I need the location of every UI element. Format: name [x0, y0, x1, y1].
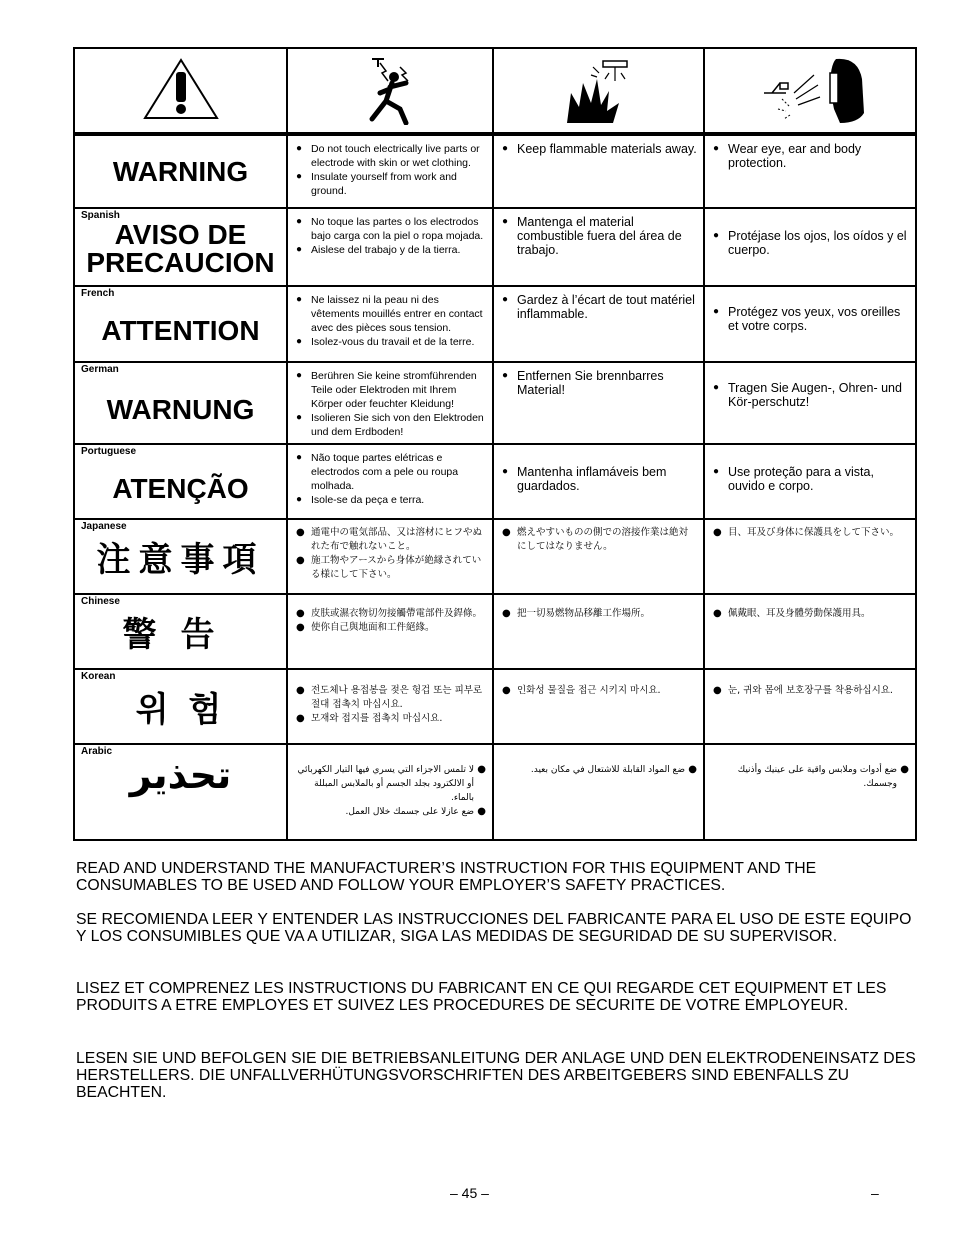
shock-cell [287, 744, 493, 840]
row-title [75, 221, 286, 277]
protection-cell [704, 286, 916, 362]
bullet: ● Keep flammable materials away. [502, 142, 697, 156]
title-cell [74, 519, 287, 594]
instruction-spanish: SE RECOMIENDA LEER Y ENTENDER LAS INSTRUCCIONES DEL FABRICANTE PARA EL USO DE ESTE EQUIPO Y LOS CONSUMIBLES QUE VA A UTILIZAR, SIGA LAS MEDIDAS DE SEGURIDAD DE SU SUPERVISOR. [76, 911, 912, 945]
instruction-german: LESEN SIE UND BEFOLGEN SIE DIE BETRIEBSANLEITUNG DER ANLAGE UND DEN ELEKTRODENEINSATZ DES HERSTELLERS. DIE UNFALLVERHÜTUNGSVORSCHRIFTEN DES ARBEITGEBERS SIND EBENFALLS ZU BEACHTEN. [76, 1050, 916, 1101]
row-title: 注意事項 [96, 540, 265, 580]
shock-cell [287, 519, 493, 594]
fire-cell [493, 362, 704, 444]
title-cell [74, 134, 287, 208]
bullet: ● 通電中の電気部品、又は溶材にヒフやぬれた布で触れないこと。 [296, 526, 486, 554]
fire-explosion-cell [493, 48, 704, 134]
row-title: 위 험 [135, 690, 226, 730]
shock-cell [287, 208, 493, 286]
bullet: ● ضع المواد القابلة للاشتعال في مكان بعيد. [502, 763, 697, 777]
bullet: ● Protégez vos yeux, vos oreilles et votre corps. [713, 305, 909, 333]
bullet: ● ضع أدوات وملابس واقية على عينيك وأذنيك وجسمك. [713, 763, 909, 791]
language-label: Arabic [81, 746, 113, 757]
bullet: ● ضع عازلا على جسمك خلال العمل. [296, 805, 486, 819]
bullet: ● 施工物やアースから身体が絶縁されている様にして下さい。 [296, 554, 486, 582]
fire-cell [493, 519, 704, 594]
bullet: ● Use proteção para a vista, ouvido e corpo. [713, 465, 909, 493]
row-title: ATTENTION [101, 315, 260, 346]
bullet: ● 인화성 물질을 접근 시키지 마시요. [502, 684, 697, 698]
row-title: WARNUNG [106, 394, 255, 425]
bullet: ● 使你自己與地面和工件絕緣。 [296, 621, 486, 635]
bullet: ● Do not touch electrically live parts or electrode with skin or wet clothing. [296, 142, 486, 170]
row-title: ATENÇÃO [112, 472, 249, 504]
row-title: تحذير [129, 753, 232, 797]
shock-cell [287, 594, 493, 669]
fire-cell [493, 208, 704, 286]
warning-triangle-icon [141, 56, 221, 122]
bullet: ● Mantenha inflamáveis bem guardados. [502, 465, 697, 493]
instruction-english: READ AND UNDERSTAND THE MANUFACTURER’S INSTRUCTION FOR THIS EQUIPMENT AND THE CONSUMABLES TO BE USED AND FOLLOW YOUR EMPLOYER’S SAFETY PRACTICES. [76, 860, 817, 894]
footer-dash: – [871, 1185, 879, 1201]
shock-cell [287, 134, 493, 208]
fire-cell [493, 744, 704, 840]
bullet: ● لا تلمس الاجزاء التي يسري فيها التيار الكهربائي أو الالكترود بجلد الجسم أو بالملابس المبللة بالماء. [296, 763, 486, 805]
protection-cell [704, 519, 916, 594]
title-line: AVISO DE [114, 219, 247, 250]
protection-cell [704, 744, 916, 840]
bullet: ● 눈, 귀와 몸에 보호장구를 착용하십시요. [713, 684, 909, 698]
row-title: WARNING [112, 155, 249, 187]
warning-triangle-cell [74, 48, 287, 134]
fire-cell [493, 134, 704, 208]
bullet: ● 目、耳及び身体に保護具をして下さい。 [713, 526, 909, 540]
bullet: ● Isole-se da peça e terra. [296, 493, 486, 507]
title-cell [74, 208, 287, 286]
warning-table [73, 47, 917, 841]
bullet: ● Wear eye, ear and body protection. [713, 142, 909, 170]
bullet: ● Insulate yourself from work and ground. [296, 170, 486, 198]
language-label: Korean [81, 671, 116, 682]
row-title: 警告 [122, 615, 239, 655]
shock-cell [287, 286, 493, 362]
row-chinese [74, 594, 916, 669]
bullet: ● Tragen Sie Augen-, Ohren- und Kör-perschutz! [713, 381, 909, 409]
bullet: ● No toque las partes o los electrodos bajo carga con la piel o ropa mojada. [296, 215, 486, 243]
row-english [74, 134, 916, 208]
title-line: PRECAUCION [86, 247, 275, 278]
bullet: ● 佩戴眼、耳及身體勞動保護用具。 [713, 607, 909, 621]
row-portuguese [74, 444, 916, 519]
row-korean [74, 669, 916, 744]
title-cell [74, 362, 287, 444]
bullet: ● Mantenga el material combustible fuera del área de trabajo. [502, 215, 697, 257]
language-label: German [81, 364, 119, 375]
protection-cell [704, 134, 916, 208]
bullet: ● Ne laissez ni la peau ni des vêtements mouillés entrer en contact avec des pièces sous tension. [296, 293, 486, 335]
fire-cell [493, 444, 704, 519]
electric-shock-cell [287, 48, 493, 134]
icon-row [74, 48, 916, 134]
bullet: ● Isolieren Sie sich von den Elektroden und dem Erdboden! [296, 411, 486, 439]
language-label: French [81, 288, 115, 299]
bullet: ● Não toque partes elétricas e electrodos com a pele ou roupa molhada. [296, 451, 486, 493]
bullet: ● Isolez-vous du travail et de la terre. [296, 335, 486, 349]
protection-cell [704, 444, 916, 519]
protection-cell [704, 669, 916, 744]
row-spanish [74, 208, 916, 286]
title-cell [74, 669, 287, 744]
row-japanese [74, 519, 916, 594]
bullet: ● 皮肤或濕衣物切勿接觸帶電部件及銲條。 [296, 607, 486, 621]
language-label: Japanese [81, 521, 127, 532]
bullet: ● 把一切易燃物品移離工作場所。 [502, 607, 697, 621]
protection-cell [704, 594, 916, 669]
welding-helmet-cell [704, 48, 916, 134]
protection-cell [704, 208, 916, 286]
bullet: ● 전도체나 용접봉을 젖은 헝겁 또는 피부로 절대 접촉치 마십시요. [296, 684, 486, 712]
electric-shock-icon [350, 53, 430, 125]
row-french [74, 286, 916, 362]
bullet: ● Aislese del trabajo y de la tierra. [296, 243, 486, 257]
protection-cell [704, 362, 916, 444]
title-cell [74, 444, 287, 519]
shock-cell [287, 669, 493, 744]
page-number: – 45 – [450, 1185, 489, 1201]
shock-cell [287, 362, 493, 444]
bullet: ● Protéjase los ojos, los oídos y el cuerpo. [713, 229, 909, 257]
language-label: Chinese [81, 596, 120, 607]
bullet: ● Entfernen Sie brennbarres Material! [502, 369, 697, 397]
fire-explosion-icon [557, 53, 641, 125]
welding-helmet-icon [750, 53, 870, 125]
language-label: Portuguese [81, 446, 137, 457]
title-cell [74, 744, 287, 840]
row-german [74, 362, 916, 444]
bullet: ● Berühren Sie keine stromführenden Teile oder Elektroden mit Ihrem Körper oder feuchter Kleidung! [296, 369, 486, 411]
language-label: Spanish [81, 210, 120, 221]
fire-cell [493, 286, 704, 362]
row-arabic [74, 744, 916, 840]
shock-cell [287, 444, 493, 519]
fire-cell [493, 594, 704, 669]
bullet: ● Gardez à l’écart de tout matériel inflammable. [502, 293, 697, 321]
title-cell [74, 594, 287, 669]
fire-cell [493, 669, 704, 744]
title-cell [74, 286, 287, 362]
bullet: ● 燃えやすいものの側での溶接作業は絶対にしてはなりません。 [502, 526, 697, 554]
instruction-french: LISEZ ET COMPRENEZ LES INSTRUCTIONS DU FABRICANT EN CE QUI REGARDE CET EQUIPMENT ET LES PRODUITS A ETRE EMPLOYES ET SUIVEZ LES PROCEDURES DE SECURITE DE VOTRE EMPLOYEUR. [76, 980, 887, 1014]
bullet: ● 모재와 접지를 접촉치 마십시요. [296, 712, 486, 726]
